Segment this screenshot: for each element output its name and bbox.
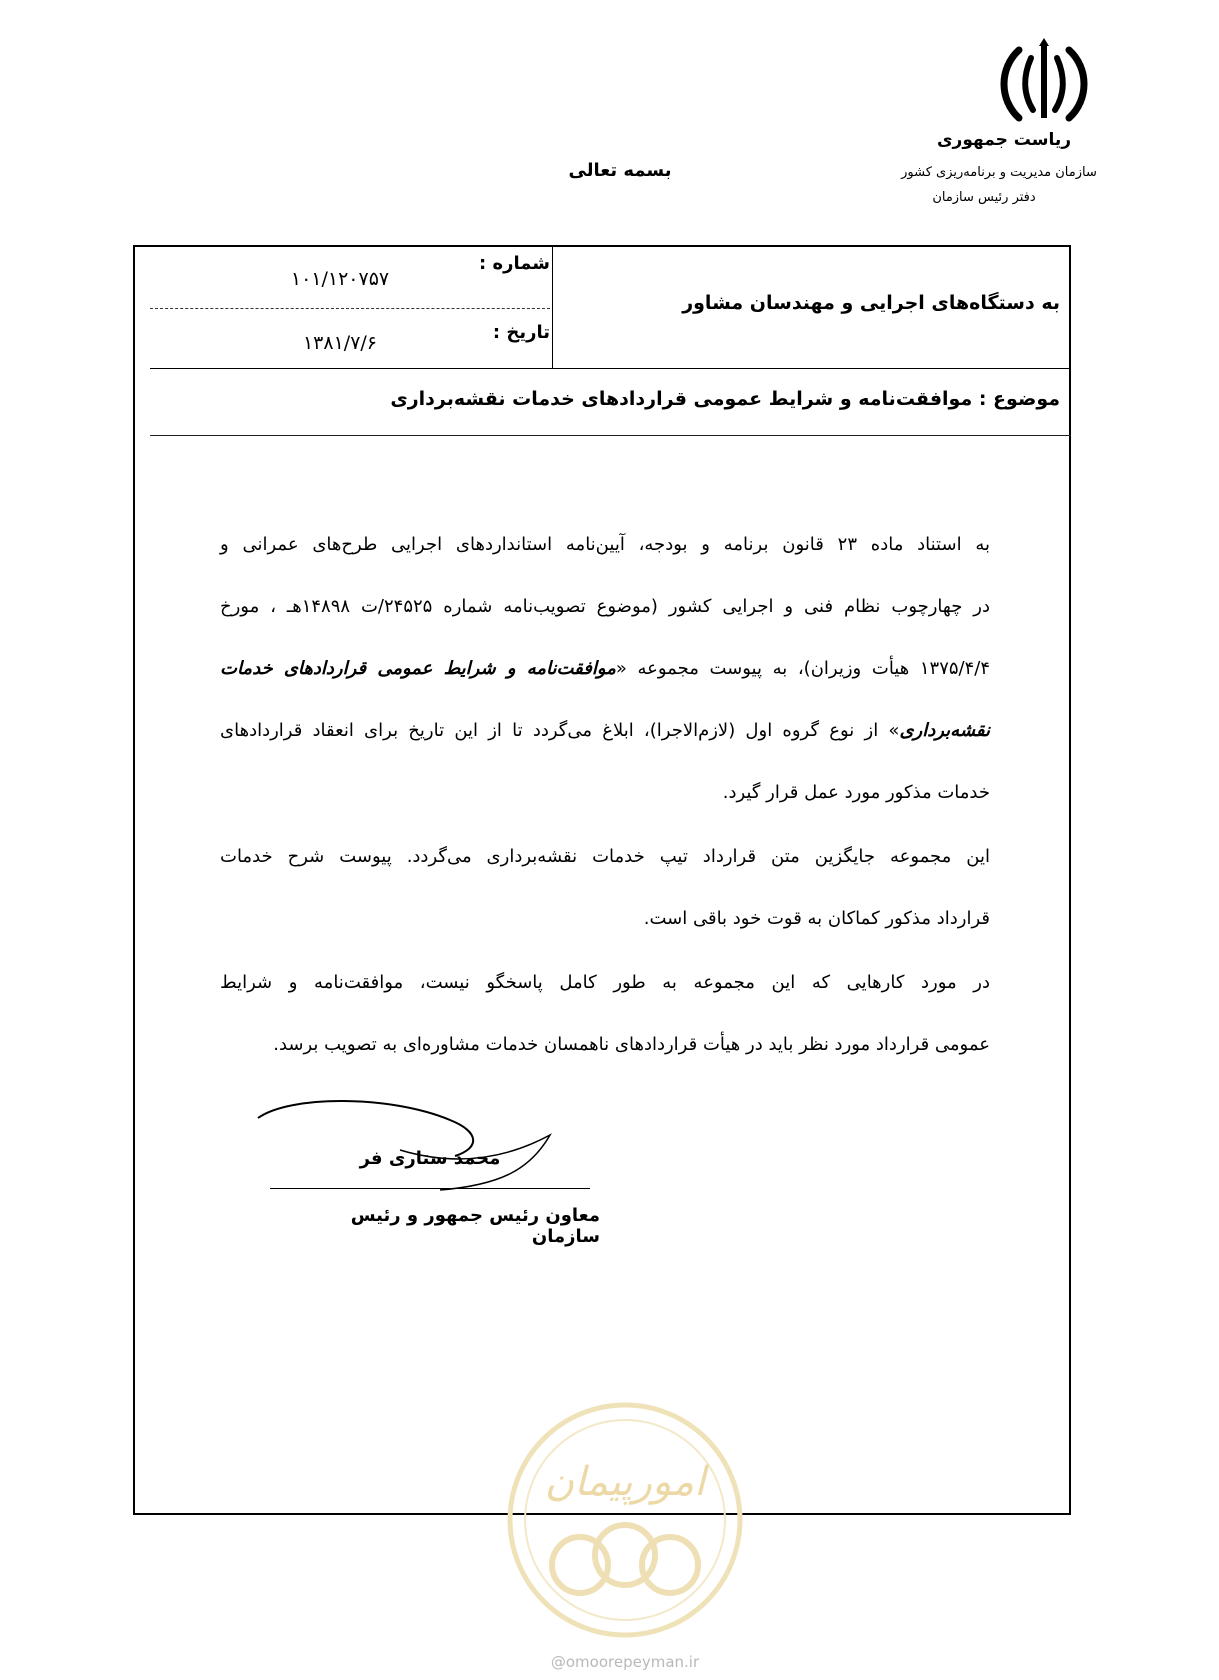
org-name: ریاست جمهوری [936, 130, 1072, 150]
text-run: ۱۳۷۵/۴/۴ هیأت وزیران)، به پیوست مجموعه « [615, 658, 991, 679]
number-dashed-line [150, 308, 550, 309]
subject-line: موضوع : موافقت‌نامه و شرایط عمومی قراردادهای خدمات نقشه‌برداری [390, 388, 1060, 410]
watermark-logo [500, 1395, 750, 1655]
paragraph-2 [220, 826, 990, 950]
paragraph-line: به استناد ماده ۲۳ قانون برنامه و بودجه، آیین‌نامه استانداردهای اجرایی طرح‌های عمرانی و [220, 534, 990, 555]
document-title-emphasis: موافقت‌نامه و شرایط عمومی قراردادهای خدمات [220, 658, 616, 679]
header-divider [150, 368, 1071, 369]
letter-number: ۱۰۱/۱۲۰۷۵۷ [290, 268, 390, 290]
subject-divider [150, 435, 1071, 436]
signer-name: محمد ستاری فر [359, 1148, 501, 1169]
office-name: دفتر رئیس سازمان [932, 190, 1036, 205]
paragraph-line: خدمات مذکور مورد عمل قرار گیرد. [722, 782, 990, 803]
document-title-emphasis: نقشه‌برداری [899, 720, 990, 741]
org-subtitle: سازمان مدیریت و برنامه‌ریزی کشور [901, 165, 1097, 180]
letter-date: ۱۳۸۱/۷/۶ [302, 332, 378, 354]
iran-emblem-icon [989, 38, 1099, 128]
paragraph-line [220, 638, 990, 700]
number-label: شماره : [479, 253, 550, 274]
paragraph-1 [220, 514, 990, 824]
paragraph-line: این مجموعه جایگزین متن قرارداد تیپ خدمات نقشه‌برداری می‌گردد. پیوست شرح خدمات [220, 846, 990, 867]
paragraph-line: قرارداد مذکور کماکان به قوت خود باقی است. [643, 908, 990, 929]
paragraph-line: در مورد کارهایی که این مجموعه به طور کامل پاسخگو نیست، موافقت‌نامه و شرایط [220, 972, 990, 993]
signature-underline [270, 1188, 590, 1189]
basmala: بسمه تعالی [568, 160, 672, 181]
signer-title: معاون رئیس جمهور و رئیس سازمان [350, 1205, 600, 1247]
watermark-website: @omoorepeyman.ir [550, 1653, 700, 1671]
svg-text:امورپیمان: امورپیمان [544, 1459, 706, 1505]
text-run: » از نوع گروه اول (لازم‌الاجرا)، ابلاغ می‌گردد تا از این تاریخ برای انعقاد قراردادهای [220, 720, 900, 741]
paragraph-3 [220, 952, 990, 1076]
paragraph-line [220, 700, 990, 762]
paragraph-line: عمومی قرارداد مورد نظر باید در هیأت قراردادهای ناهمسان خدمات مشاوره‌ای به تصویب برسد. [273, 1034, 990, 1055]
paragraph-line: در چهارچوب نظام فنی و اجرایی کشور (موضوع تصویب‌نامه شماره ۲۴۵۲۵/ت ۱۴۸۹۸هـ ، مورخ [220, 596, 990, 617]
recipient: به دستگاه‌های اجرایی و مهندسان مشاور [682, 292, 1060, 314]
date-label: تاریخ : [492, 322, 550, 343]
header-vertical-divider [552, 245, 553, 368]
